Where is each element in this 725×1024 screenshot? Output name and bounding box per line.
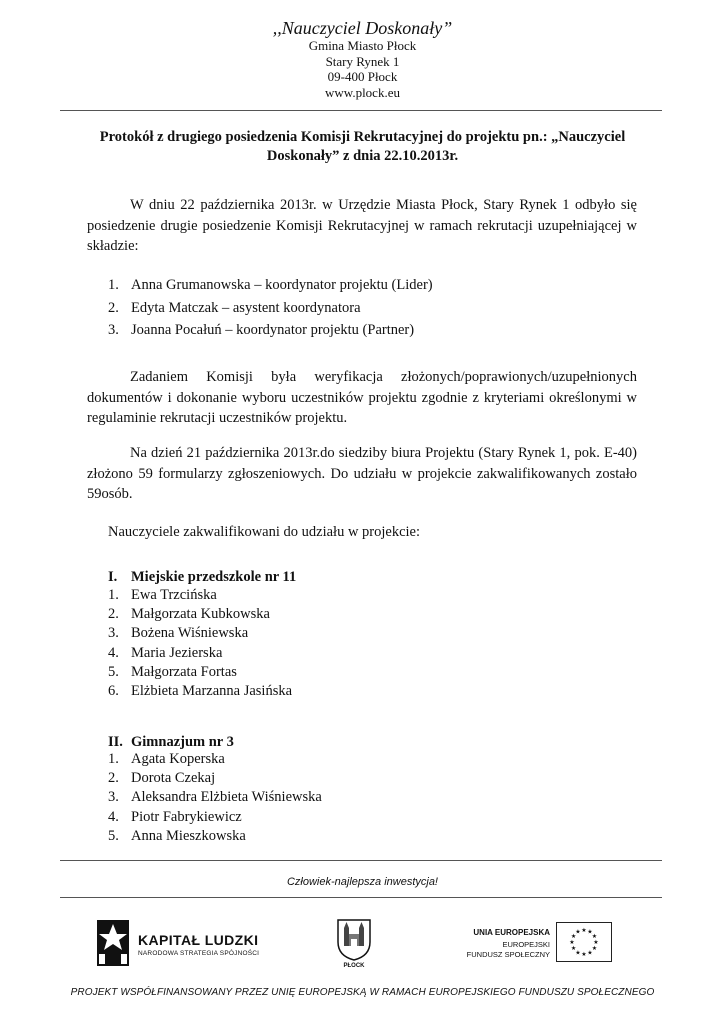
footer-divider-top: [60, 860, 662, 861]
eu-line-2: EUROPEJSKI: [502, 940, 550, 949]
document-title: Protokół z drugiego posiedzenia Komisji Rekrutacyjnej do projektu pn.: „Nauczyciel Doskonały” z dnia 22.10.2013r.: [99, 129, 626, 164]
task-paragraph: [87, 367, 637, 429]
eu-line-1: UNIA EUROPEJSKA: [473, 928, 550, 937]
list-item: 2. Małgorzata Kubkowska: [108, 606, 270, 623]
plock-shield-icon: [334, 916, 374, 962]
list-item: 1. Anna Grumanowska – koordynator projektu (Lider): [108, 277, 433, 293]
kapital-ludzki-logo: [95, 918, 265, 970]
intro-paragraph: [87, 195, 637, 257]
eu-star-icon: ★: [581, 928, 587, 934]
section-2-participants: [108, 750, 322, 846]
section-1-participants: [108, 586, 292, 701]
submissions-text: Na dzień 21 października 2013r.do siedziby biura Projektu (Stary Rynek 1, pok. E-40) złożono 59 formularzy zgłoszeniowych. Do udziału w projekcie zakwalifikowanych zostało 59osób.: [87, 445, 637, 502]
list-item: 4. Piotr Fabrykiewicz: [108, 808, 242, 825]
letterhead: [0, 18, 725, 100]
kapital-ludzki-name: KAPITAŁ LUDZKI: [138, 932, 259, 948]
eu-star-icon: ★: [587, 950, 593, 957]
header-divider: [60, 110, 662, 111]
header-line-2: Stary Rynek 1: [325, 53, 400, 69]
eu-stars-icon: [557, 923, 611, 961]
section-heading-2: II. Gimnazjum nr 3: [108, 734, 234, 750]
header-line-3: 09-400 Płock: [327, 69, 398, 84]
list-item: 1. Ewa Trzcińska: [108, 587, 217, 603]
eu-star-icon: ★: [570, 946, 577, 952]
kapital-ludzki-subtitle: NARODOWA STRATEGIA SPÓJNOŚCI: [138, 950, 260, 957]
list-item: 2. Dorota Czekaj: [108, 770, 216, 787]
eu-star-icon: ★: [575, 950, 581, 957]
list-item: 3. Bożena Wiśniewska: [108, 625, 249, 642]
intro-text: W dniu 22 października 2013r. w Urzędzie Miasta Płock, Stary Rynek 1 odbyło się posiedzenie drugie posiedzenie Komisji Rekrutacyjnej w ramach rekrutacji uzupełniającej w składzie:: [87, 197, 637, 254]
submissions-paragraph: [87, 443, 637, 505]
header-line-1: Gmina Miasto Płock: [308, 38, 417, 53]
eu-star-icon: ★: [591, 934, 598, 940]
header-website: www.plock.eu: [325, 84, 400, 100]
eu-star-icon: ★: [569, 940, 575, 946]
committee-list: [108, 274, 433, 342]
list-item: 5. Anna Mieszkowska: [108, 827, 246, 844]
eu-star-icon: ★: [591, 946, 598, 952]
list-item: 5. Małgorzata Fortas: [108, 663, 237, 680]
list-item: 6. Elżbieta Marzanna Jasińska: [108, 682, 293, 699]
eu-logo: [452, 928, 622, 968]
list-item: 3. Aleksandra Elżbieta Wiśniewska: [108, 789, 322, 806]
footer-motto: Człowiek-najlepsza inwestycja!: [286, 876, 438, 888]
task-text: Zadaniem Komisji była weryfikacja złożonych/poprawionych/uzupełnionych dokumentów i dokonanie wyboru uczestników projektu zgodnie z kryteriami określonymi w regulaminie rekrutacji uczestników projektu.: [87, 369, 637, 426]
eu-flag: [556, 922, 612, 962]
eu-star-icon: ★: [587, 929, 593, 936]
plock-label: PŁOCK: [343, 963, 365, 969]
list-item: 2. Edyta Matczak – asystent koordynatora: [108, 299, 361, 316]
footer-divider-bottom: [60, 897, 662, 898]
project-title: ,,Nauczyciel Doskonały”: [272, 18, 453, 38]
list-item: 4. Maria Jezierska: [108, 644, 223, 661]
section-heading-1: I. Miejskie przedszkole nr 11: [108, 569, 297, 585]
list-item: 3. Joanna Pocałuń – koordynator projektu (Partner): [108, 322, 415, 338]
kapital-ludzki-emblem-icon: [95, 918, 135, 968]
cofinancing-note: PROJEKT WSPÓŁFINANSOWANY PRZEZ UNIĘ EUROPEJSKĄ W RAMACH EUROPEJSKIEGO FUNDUSZU SPOŁECZNEGO: [70, 987, 655, 998]
eu-line-3: FUNDUSZ SPOŁECZNY: [466, 950, 550, 959]
eu-star-icon: ★: [581, 952, 587, 958]
eu-star-icon: ★: [570, 934, 577, 940]
list-item: 1. Agata Koperska: [108, 751, 225, 767]
plock-coat-of-arms: [334, 916, 374, 976]
eu-star-icon: ★: [575, 929, 581, 936]
qualified-heading: Nauczyciele zakwalifikowani do udziału w projekcie:: [108, 524, 421, 540]
eu-star-icon: ★: [593, 940, 599, 946]
